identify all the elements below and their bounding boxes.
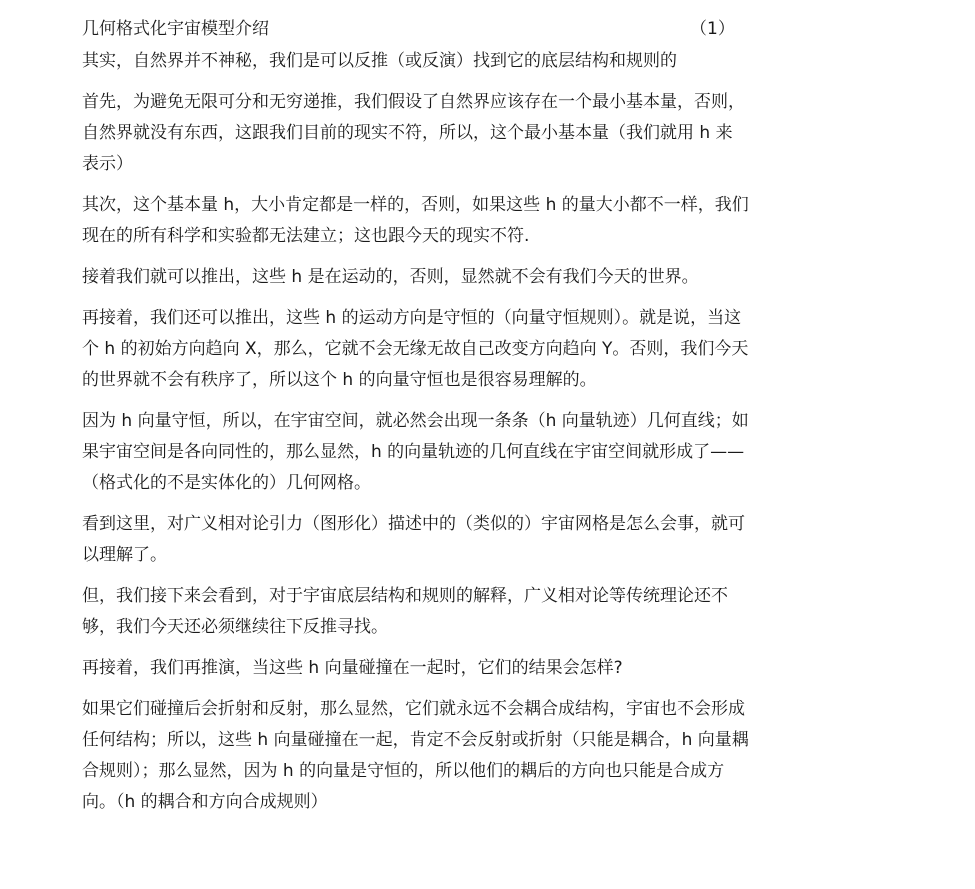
text-line: 但，我们接下来会看到，对于宇宙底层结构和规则的解释，广义相对论等传统理论还不 xyxy=(82,586,728,606)
paragraph-3 xyxy=(82,190,872,252)
header-row xyxy=(82,14,872,44)
text-line: 其次，这个基本量 h，大小肯定都是一样的，否则，如果这些 h 的量大小都不一样，我们 xyxy=(82,195,749,215)
text-line: 自然界就没有东西，这跟我们目前的现实不符，所以，这个最小基本量（我们就用 h 来 xyxy=(82,123,733,143)
paragraph-9 xyxy=(82,653,872,684)
text-line: 再接着，我们再推演，当这些 h 向量碰撞在一起时，它们的结果会怎样? xyxy=(82,658,623,678)
text-line: 因为 h 向量守恒，所以，在宇宙空间，就必然会出现一条条（h 向量轨迹）几何直线；如 xyxy=(82,411,749,431)
text-line: 够，我们今天还必须继续往下反推寻找。 xyxy=(82,617,388,637)
text-line: 其实，自然界并不神秘，我们是可以反推（或反演）找到它的底层结构和规则的 xyxy=(82,51,677,71)
paragraph-10 xyxy=(82,694,872,818)
text-line: 个 h 的初始方向趋向 X，那么，它就不会无缘无故自己改变方向趋向 Y。否则，我们今天 xyxy=(82,339,749,359)
paragraph-8 xyxy=(82,581,872,643)
paragraph-5 xyxy=(82,303,872,396)
document-title: 几何格式化宇宙模型介绍 xyxy=(82,19,269,39)
text-line: 任何结构；所以，这些 h 向量碰撞在一起，肯定不会反射或折射（只能是耦合，h 向量耦 xyxy=(82,730,749,750)
text-line: 表示） xyxy=(82,154,133,174)
text-line: 现在的所有科学和实验都无法建立；这也跟今天的现实不符. xyxy=(82,226,530,246)
text-line: 向。（h 的耦合和方向合成规则） xyxy=(82,792,328,812)
paragraph-2 xyxy=(82,87,872,180)
text-line: 合规则）；那么显然，因为 h 的向量是守恒的，所以他们的耦后的方向也只能是合成方 xyxy=(82,761,725,781)
text-line: 果宇宙空间是各向同性的，那么显然，h 的向量轨迹的几何直线在宇宙空间就形成了—— xyxy=(82,442,745,462)
paragraph-1 xyxy=(82,46,872,77)
text-line: 接着我们就可以推出，这些 h 是在运动的，否则，显然就不会有我们今天的世界。 xyxy=(82,267,699,287)
paragraph-4 xyxy=(82,262,872,293)
text-line: 看到这里，对广义相对论引力（图形化）描述中的（类似的）宇宙网格是怎么会事，就可 xyxy=(82,514,745,534)
page-number: （1） xyxy=(690,19,735,39)
paragraph-7 xyxy=(82,509,872,571)
text-line: 以理解了。 xyxy=(82,545,167,565)
text-line: 如果它们碰撞后会折射和反射，那么显然，它们就永远不会耦合成结构，宇宙也不会形成 xyxy=(82,699,745,719)
text-line: 再接着，我们还可以推出，这些 h 的运动方向是守恒的（向量守恒规则）。就是说，当这 xyxy=(82,308,742,328)
text-line: 首先，为避免无限可分和无穷递推，我们假设了自然界应该存在一个最小基本量，否则， xyxy=(82,92,745,112)
document-page xyxy=(82,14,872,828)
text-line: （格式化的不是实体化的）几何网格。 xyxy=(82,473,371,493)
text-line: 的世界就不会有秩序了，所以这个 h 的向量守恒也是很容易理解的。 xyxy=(82,370,597,390)
paragraph-6 xyxy=(82,406,872,499)
